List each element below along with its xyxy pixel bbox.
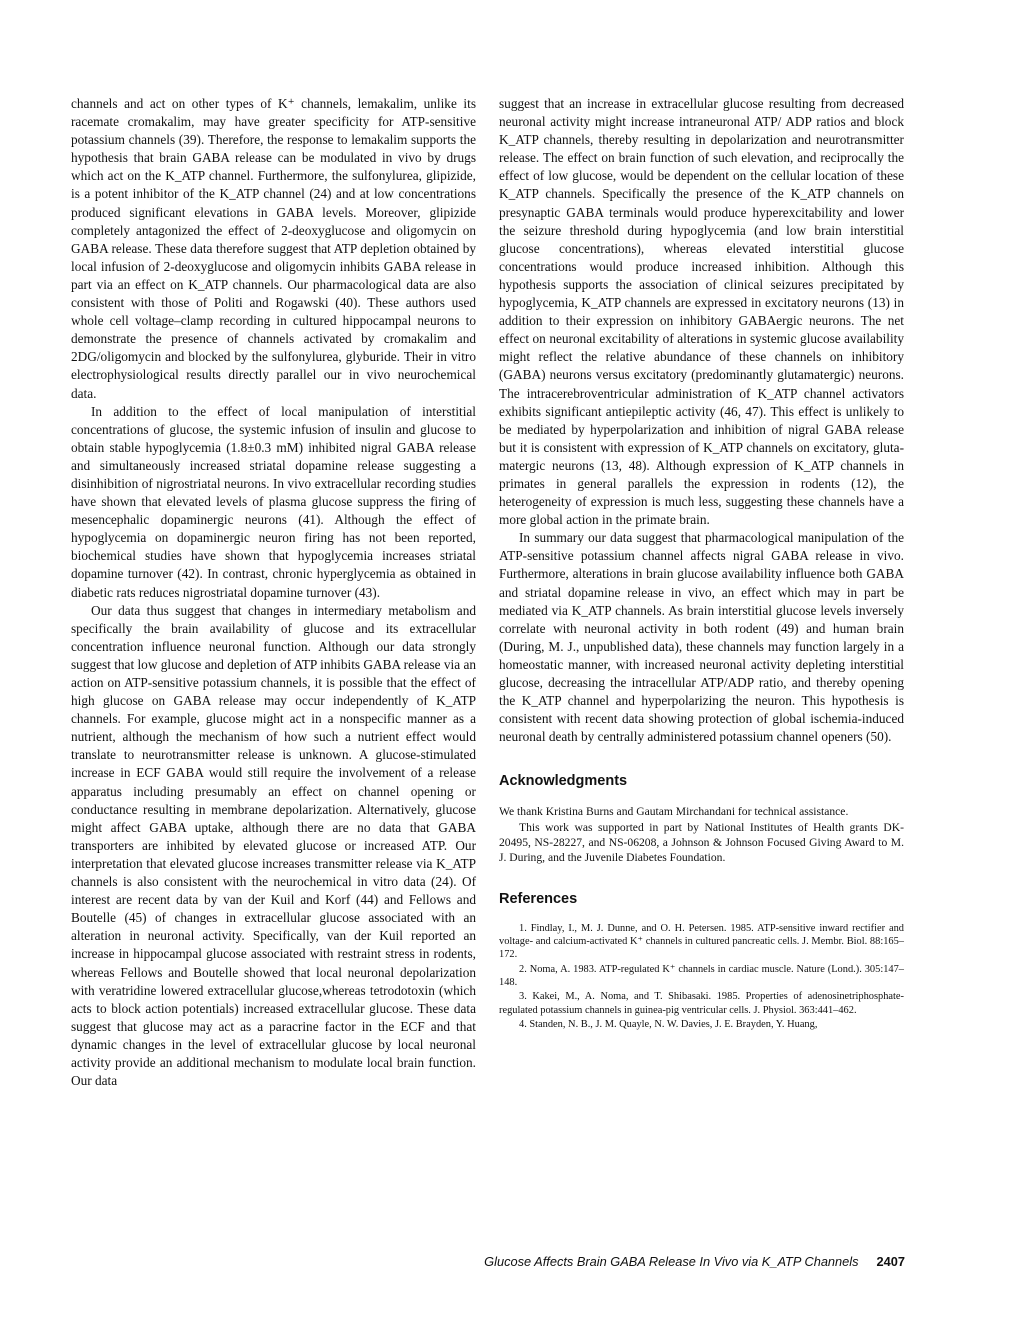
page-number: 2407	[876, 1254, 905, 1269]
left-column	[71, 95, 476, 1090]
acknowledgments-section	[499, 804, 904, 865]
reference-item: 2. Noma, A. 1983. ATP-regulated K⁺ channels in cardiac muscle. Nature (Lond.). 305:147–148.	[499, 963, 904, 988]
references-heading: References	[499, 890, 578, 907]
acknowledgment-paragraph: This work was supported in part by National Institutes of Health grants DK-20495, NS-28227, and NS-06208, a Johnson & Johnson Focused Giving Award to M. J. During, and the Juvenile Diabetes Foundation.	[499, 820, 904, 865]
acknowledgments-heading: Acknowledgments	[499, 773, 628, 790]
body-paragraph: In summary our data suggest that pharmacological manipulation of the ATP-sensitive potassium channel affects nigral GABA release in vivo. Furthermore, alterations in brain glucose availability influence both GABA and striatal dopamine release in vivo, an effect which may in part be mediated via K_ATP channels. As brain interstitial glucose levels inversely correlate with neuronal activity in both rodent (49) and human brain (During, M. J., unpublished data), these channels may function largely in a homeostatic manner, with increased neuronal activity depleting interstitial glucose, decreasing the intracellular ATP/ADP ratio, and thereby opening the K_ATP channel and hyperpolarizing the neuron. This hypothesis is consistent with recent data showing protection of global ischemia-induced neuronal death by centrally administered potassium channel openers (50).	[499, 530, 904, 745]
reference-item: 1. Findlay, I., M. J. Dunne, and O. H. Petersen. 1985. ATP-sensitive inward rectifier and voltage- and calcium-activated K⁺ channels in cultured pancreatic cells. J. Membr. Biol. 88:165–172.	[499, 922, 904, 961]
right-column	[499, 95, 904, 1032]
running-title: Glucose Affects Brain GABA Release In Vivo via K_ATP Channels	[484, 1254, 859, 1269]
body-paragraph: suggest that an increase in extracellular glucose resulting from decreased neuronal activity might increase intraneuronal ATP/ ADP ratios and block K_ATP channels, thereby resulting in depolarization and neurotransmitter release. The effect on brain function of such elevation, and reciprocally the effect of low glucose, would be dependent on the cellular location of these K_ATP channels. Specifically the presence of the K_ATP channels on presynaptic GABA terminals would produce hyperexcitability and lower the seizure threshold during hypoglycemia (and low brain interstitial glucose concentrations), whereas elevated interstitial glucose concentrations would produce increased inhibition. Although this hypothesis supports the association of clinical seizures precipitated by hypoglycemia, K_ATP channels are expressed in excitatory neurons (13) in addition to their expression on inhibitory GABAergic neurons. The net effect on neuronal excitability of alterations in systemic glucose availability might reflect the relative abundance of these channels on inhibitory (GABA) neurons versus excitatory (predominantly glutamatergic) neurons. The intracerebroventricular administration of K_ATP channel activators exhibits significant antiepileptic activity (46, 47). This effect is unlikely to be mediated by hyperpolarization and inhibition of nigral GABA release but it is consistent with expression of K_ATP channels on excitatory, glutamatergic neurons (13, 48). Although expression of K_ATP channels in primates in general parallels the expression in rodents (12), the heterogeneity of expression is much less, suggesting these channels have a more global action in the primate brain.	[499, 96, 904, 528]
body-paragraph: channels and act on other types of K⁺ channels, lemakalim, unlike its racemate cromakalim, may have greater specificity for ATP-sensitive potassium channels (39). Therefore, the response to lemakalim supports the hypothesis that brain GABA release can be modulated in vivo by drugs which act on the K_ATP channel. Furthermore, the sulfonylurea, glipizide, is a potent inhibitor of the K_ATP channel (24) and at low concentrations produced significant elevations in GABA levels. Moreover, glipizide completely antagonized the effect of 2-deoxyglucose and oligomycin on GABA release. These data therefore suggest that ATP depletion obtained by local infusion of 2-deoxyglucose and oligomycin inhibits GABA release in part via an effect on K_ATP channels. Our pharmacological data are also consistent with those of Politi and Rogawski (40). These authors used whole cell voltage–clamp recording in cultured hippocampal neurons to demonstrate the presence of channels activated by cromakalim and 2DG/oligomycin and blocked by the sulfonylurea, glyburide. Their in vitro electrophysiological results directly parallel our in vivo neurochemical data.	[71, 96, 476, 401]
reference-item: 3. Kakei, M., A. Noma, and T. Shibasaki. 1985. Properties of adenosinetriphosphate-regulated potassium channels in guinea-pig ventricular cells. J. Physiol. 363:441–462.	[499, 991, 904, 1016]
body-paragraph: Our data thus suggest that changes in intermediary metabolism and specifically the brain availability of glucose and its extracellular concentration influence neuronal function. Although our data strongly suggest that low glucose and depletion of ATP inhibits GABA release via an action on ATP-sensitive potassium channels, it is possible that the effect of high glucose on GABA release may occur independently of K_ATP channels. For example, glucose might act in a nonspecific manner as a nutrient, although the mechanism of how such a nutrient effect would translate to neurotransmitter release is unknown. A glucose-stimulated increase in ECF GABA would still require the involvement of a release apparatus including presumably an effect on channel opening or conductance resulting in membrane depolarization. Alternatively, glucose might affect GABA uptake, although there are no data that GABA transporters are inhibited by elevated glucose or increased ATP. Our interpretation that elevated glucose increases transmitter release via K_ATP channels is also consistent with the neurochemical in vitro data (24). Of interest are recent data by van der Kuil and Korf (44) and Fellows and Boutelle (45) of changes in extracellular glucose associated with an alteration in neuronal activity. Specifically, van der Kuil reported an increase in hippocampal glucose associated with restraint stress in rodents, whereas Fellows and Boutelle showed that local neuronal depolarization with veratridine lowered extracellular glucose,whereas tetrodotoxin (which acts to block action potentials) increased extracellular glucose. These data suggest that glucose may act as a paracrine factor in the ECF and that dynamic changes in the level of extracellular glucose by local neuronal activity provide an additional mechanism to modulate local brain function. Our data	[71, 602, 476, 1089]
acknowledgment-paragraph: We thank Kristina Burns and Gautam Mirchandani for technical assistance.	[499, 805, 849, 819]
body-paragraph: In addition to the effect of local manipulation of interstitial concentrations of glucose, the systemic infusion of insulin and glucose to obtain stable hypoglycemia (1.8±0.3 mM) inhibited nigral GABA release and simultaneously increased striatal dopamine release suggesting a disinhibition of nigrostriatal neurons. In vivo extracellular recording studies have shown that elevated levels of plasma glucose suppress the firing of mesencephalic dopaminergic neurons (41). Although the effect of hypoglycemia on dopaminergic neuron firing has not been reported, biochemical studies have shown that hypoglycemia increases striatal dopamine turnover (42). In contrast, chronic hyperglycemia as obtained in diabetic rats reduces nigrostriatal dopamine turnover (43).	[71, 403, 476, 600]
reference-item: 4. Standen, N. B., J. M. Quayle, N. W. Davies, J. E. Brayden, Y. Huang,	[519, 1018, 818, 1030]
reference-list	[499, 922, 904, 1031]
page-footer	[480, 1254, 905, 1269]
